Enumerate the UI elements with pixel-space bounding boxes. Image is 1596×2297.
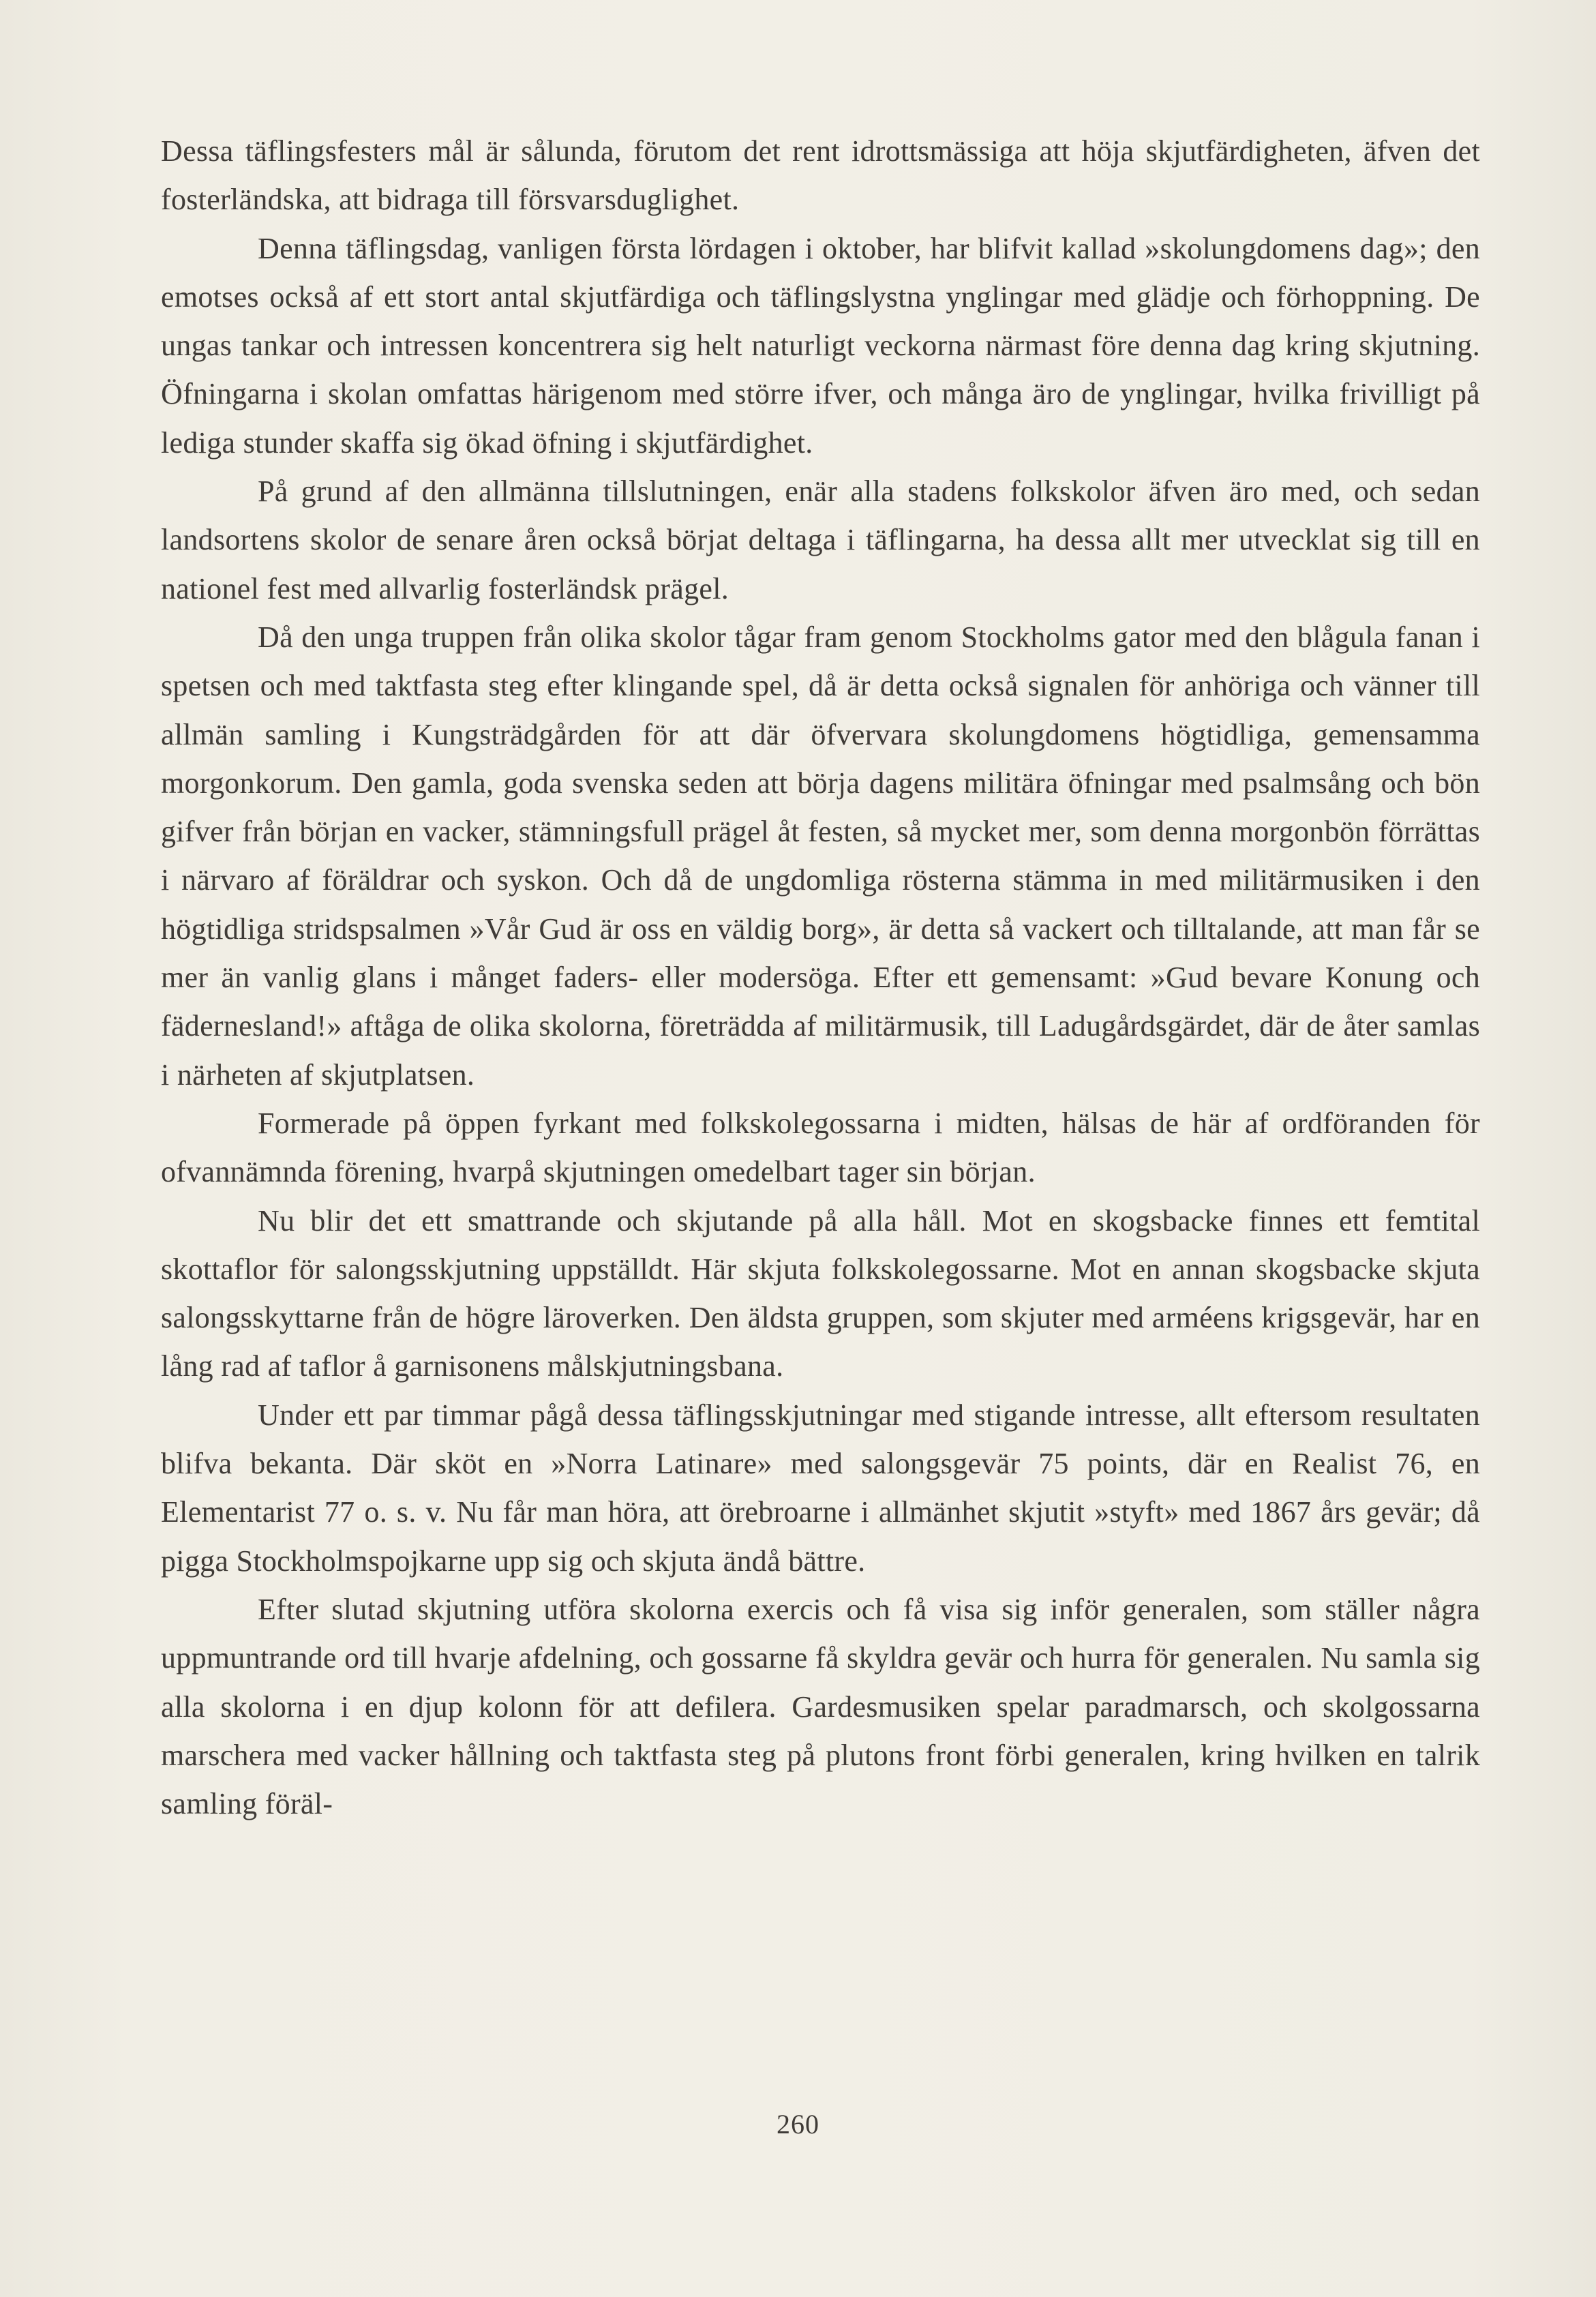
body-text [161,127,1480,1828]
paragraph-2: Denna täflingsdag, vanligen första lördagen i oktober, har blifvit kallad »skolungdomens dag»; den emotses också af ett stort antal skjutfärdiga och täflingslystna ynglingar med glädje och förhoppning. De ungas tankar och intressen koncentrera sig helt naturligt veckorna närmast före denna dag kring skjutning. Öfningarna i skolan omfattas härigenom med större ifver, och många äro de ynglingar, hvilka frivilligt på lediga stunder skaffa sig ökad öfning i skjutfärdighet. [161,231,1480,460]
paragraph-4: Då den unga truppen från olika skolor tågar fram genom Stockholms gator med den blågula fanan i spetsen och med taktfasta steg efter klingande spel, då är detta också signalen för anhöriga och vänner till allmän samling i Kungsträdgården för att där öfvervara skolungdomens högtidliga, gemensamma morgonkorum. Den gamla, goda svenska seden att börja dagens militära öfningar med psalmsång och bön gifver från början en vacker, stämningsfull prägel åt festen, så mycket mer, som denna morgonbön förrättas i närvaro af föräldrar och syskon. Och då de ungdomliga rösterna stämma in med militärmusiken i den högtidliga stridspsalmen »Vår Gud är oss en väldig borg», är detta så vackert och tilltalande, att man får se mer än vanlig glans i månget faders- eller modersöga. Efter ett gemensamt: »Gud bevare Konung och fädernesland!» aftåga de olika skolorna, företrädda af militärmusik, till Ladugårdsgärdet, där de åter samlas i närheten af skjutplatsen. [161,620,1480,1092]
paragraph-5: Formerade på öppen fyrkant med folkskolegossarna i midten, hälsas de här af ordföranden för ofvannämnda förening, hvarpå skjutningen omedelbart tager sin början. [161,1106,1480,1189]
paragraph-1: Dessa täflingsfesters mål är sålunda, förutom det rent idrottsmässiga att höja skjutfärdigheten, äfven det fosterländska, att bidraga till försvarsduglighet. [161,134,1480,217]
paragraph-6: Nu blir det ett smattrande och skjutande på alla håll. Mot en skogsbacke finnes ett femtital skottaflor för salongsskjutning uppställdt. Här skjuta folkskolegossarne. Mot en annan skogsbacke skjuta salongsskyttarne från de högre läroverken. Den äldsta gruppen, som skjuter med arméens krigsgevär, har en lång rad af taflor å garnisonens målskjutningsbana. [161,1203,1480,1383]
paragraph-3: På grund af den allmänna tillslutningen, enär alla stadens folkskolor äfven äro med, och sedan landsortens skolor de senare åren också börjat deltaga i täflingarna, ha dessa allt mer utvecklat sig till en nationel fest med allvarlig fosterländsk prägel. [161,475,1480,605]
page-number: 260 [777,2109,819,2140]
paragraph-8: Efter slutad skjutning utföra skolorna exercis och få visa sig inför generalen, som ställer några uppmuntrande ord till hvarje afdelning, och gossarne få skyldra gevär och hurra för generalen. Nu samla sig alla skolorna i en djup kolonn för att defilera. Gardesmusiken spelar paradmarsch, och skolgossarna marschera med vacker hållning och taktfasta steg på plutons front förbi generalen, kring hvilken en talrik samling föräl- [161,1592,1480,1821]
paragraph-7: Under ett par timmar pågå dessa täflingsskjutningar med stigande intresse, allt eftersom resultaten blifva bekanta. Där sköt en »Norra Latinare» med salongsgevär 75 points, där en Realist 76, en Elementarist 77 o. s. v. Nu får man höra, att örebroarne i allmänhet skjutit »styft» med 1867 års gevär; då pigga Stockholmspojkarne upp sig och skjuta ändå bättre. [161,1398,1480,1578]
